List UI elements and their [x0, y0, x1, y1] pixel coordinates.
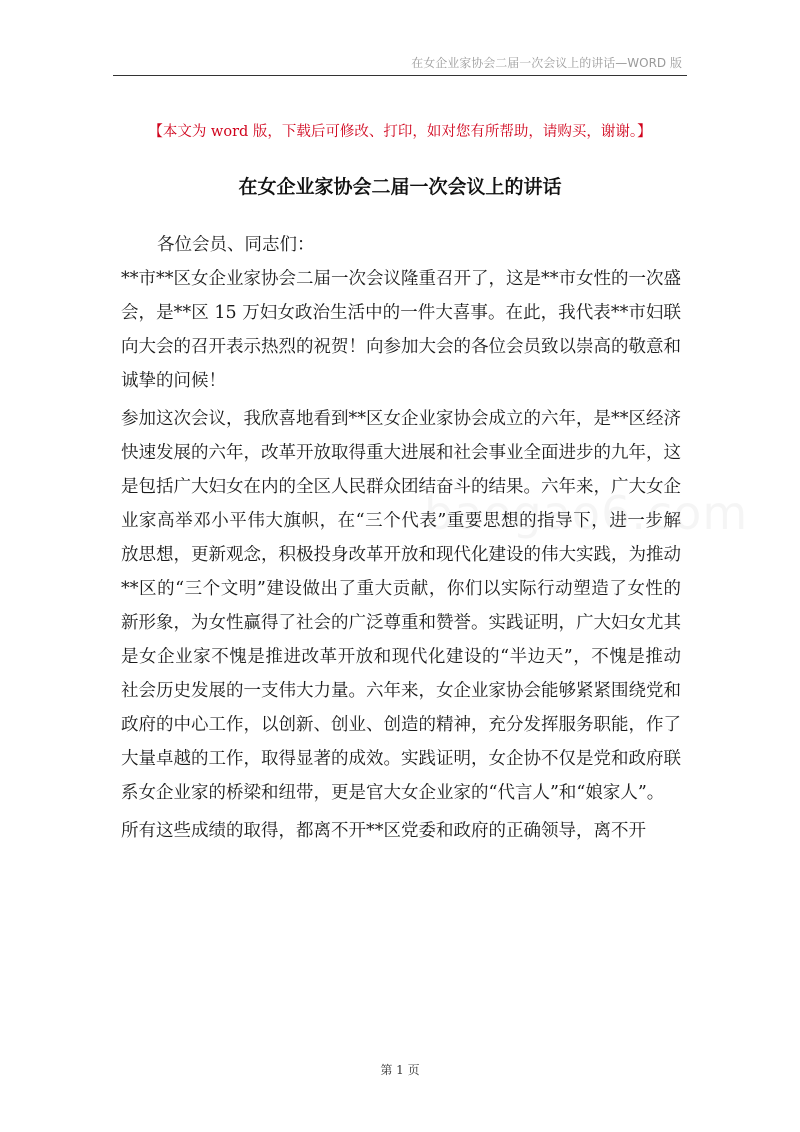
page-number: 第 1 页 — [380, 1063, 420, 1077]
header-divider — [113, 75, 687, 76]
document-body — [121, 228, 681, 852]
paragraph: 所有这些成绩的取得，都离不开**区党委和政府的正确领导，离不开 — [121, 821, 646, 841]
running-header: 在女企业家协会二届一次会议上的讲话—WORD 版 — [411, 56, 682, 70]
paragraph: **市**区女企业家协会二届一次会议隆重召开了，这是**市女性的一次盛会，是**区 15 万妇女政治生活中的一件大喜事。在此，我代表**市妇联向大会的召开表示热烈的祝贺！向参加大会的各位会员致以崇高的敬意和诚挚的问候！ — [121, 269, 681, 391]
greeting: 各位会员、同志们： — [157, 235, 315, 255]
purchase-notice: 【本文为 word 版，下载后可修改、打印，如对您有所帮助，请购买，谢谢。】 — [148, 124, 652, 140]
document-title: 在女企业家协会二届一次会议上的讲话 — [238, 176, 562, 198]
paragraph: 参加这次会议，我欣喜地看到**区女企业家协会成立的六年，是**区经济快速发展的六年，改革开放取得重大进展和社会事业全面进步的九年，这是包括广大妇女在内的全区人民群众团结奋斗的结果。六年来，广大女企业家高举邓小平伟大旗帜，在“三个代表”重要思想的指导下，进一步解放思想，更新观念，积极投身改革开放和现代化建设的伟大实践，为推动**区的“三个文明”建设做出了重大贡献，你们以实际行动塑造了女性的新形象，为女性赢得了社会的广泛尊重和赞誉。实践证明，广大妇女尤其是女企业家不愧是推进改革开放和现代化建设的“半边天”，不愧是推动社会历史发展的一支伟大力量。六年来，女企业家协会能够紧紧围绕党和政府的中心工作，以创新、创业、创造的精神，充分发挥服务职能，作了大量卓越的工作，取得显著的成效。实践证明，女企协不仅是党和政府联系女企业家的桥梁和纽带，更是官大女企业家的“代言人”和“娘家人”。 — [121, 409, 681, 803]
